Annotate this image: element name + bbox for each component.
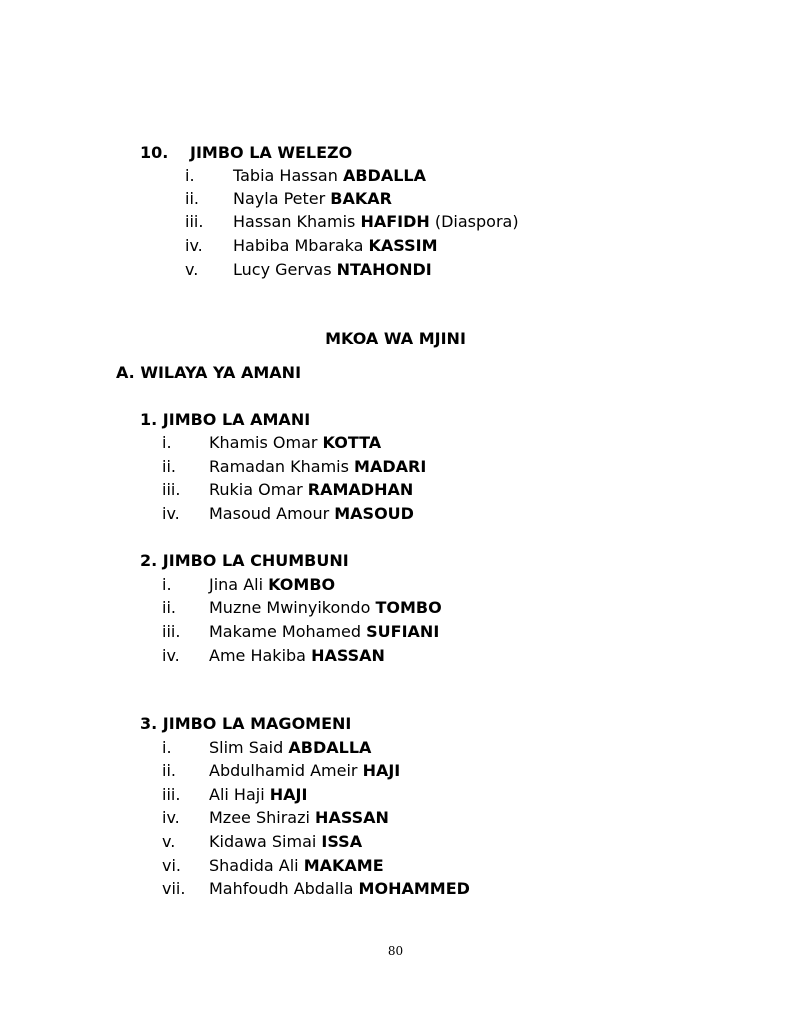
surname: MADARI xyxy=(354,457,427,476)
list-item xyxy=(233,166,426,185)
list-item xyxy=(233,189,392,208)
surname: MAKAME xyxy=(303,856,384,875)
list-item xyxy=(209,433,381,452)
list-item xyxy=(209,832,362,851)
list-item-number: vi. xyxy=(162,856,181,875)
list-item-number: v. xyxy=(185,260,199,279)
surname: BAKAR xyxy=(330,189,392,208)
surname: KASSIM xyxy=(368,236,438,255)
first-name: Masoud Amour xyxy=(209,504,330,523)
first-name: Tabia Hassan xyxy=(233,166,338,185)
list-item xyxy=(233,236,438,255)
list-item-number: iv. xyxy=(185,236,203,255)
surname: TOMBO xyxy=(375,598,442,617)
first-name: Makame Mohamed xyxy=(209,622,362,641)
list-item xyxy=(209,761,400,780)
list-item-number: ii. xyxy=(185,189,199,208)
constituency-heading: 2. JIMBO LA CHUMBUNI xyxy=(140,551,349,570)
surname: ISSA xyxy=(321,832,363,851)
constituency-heading: 1. JIMBO LA AMANI xyxy=(140,410,311,429)
list-item-number: i. xyxy=(185,166,195,185)
list-item-number: ii. xyxy=(162,457,176,476)
surname: RAMADHAN xyxy=(307,480,414,499)
first-name: Slim Said xyxy=(209,738,284,757)
list-item-number: i. xyxy=(162,433,172,452)
list-item xyxy=(233,260,432,279)
surname: HAJI xyxy=(362,761,401,780)
first-name: Hassan Khamis xyxy=(233,212,356,231)
constituency-heading: 3. JIMBO LA MAGOMENI xyxy=(140,714,352,733)
first-name: Nayla Peter xyxy=(233,189,326,208)
first-name: Ame Hakiba xyxy=(209,646,306,665)
first-name: Mzee Shirazi xyxy=(209,808,310,827)
list-item-number: i. xyxy=(162,738,172,757)
first-name: Ramadan Khamis xyxy=(209,457,349,476)
list-item xyxy=(209,646,385,665)
list-item-number: iii. xyxy=(185,212,204,231)
surname: MOHAMMED xyxy=(358,879,470,898)
surname: HAJI xyxy=(269,785,308,804)
first-name: Habiba Mbaraka xyxy=(233,236,364,255)
first-name: Abdulhamid Ameir xyxy=(209,761,358,780)
list-item-number: ii. xyxy=(162,761,176,780)
region-title: MKOA WA MJINI xyxy=(325,329,466,348)
surname: NTAHONDI xyxy=(336,260,432,279)
list-item-number: iii. xyxy=(162,480,181,499)
list-item-number: iv. xyxy=(162,504,180,523)
first-name: Rukia Omar xyxy=(209,480,303,499)
list-item xyxy=(209,504,414,523)
surname: HASSAN xyxy=(311,646,385,665)
list-item xyxy=(209,808,389,827)
section-number: 10. xyxy=(140,143,169,162)
list-item xyxy=(209,856,384,875)
list-item xyxy=(209,457,426,476)
surname: HAFIDH xyxy=(360,212,430,231)
list-item xyxy=(209,575,335,594)
list-item-number: iii. xyxy=(162,622,181,641)
surname: KOTTA xyxy=(322,433,382,452)
list-item-number: iii. xyxy=(162,785,181,804)
list-item xyxy=(209,622,439,641)
list-item xyxy=(209,480,413,499)
first-name: Ali Haji xyxy=(209,785,265,804)
list-item xyxy=(209,879,470,898)
list-item-number: i. xyxy=(162,575,172,594)
first-name: Lucy Gervas xyxy=(233,260,332,279)
list-item-number: iv. xyxy=(162,808,180,827)
first-name: Shadida Ali xyxy=(209,856,299,875)
surname: ABDALLA xyxy=(288,738,372,757)
surname: SUFIANI xyxy=(366,622,440,641)
first-name: Mahfoudh Abdalla xyxy=(209,879,354,898)
first-name: Jina Ali xyxy=(209,575,264,594)
surname: ABDALLA xyxy=(342,166,426,185)
list-item xyxy=(233,212,519,231)
list-item-number: vii. xyxy=(162,879,186,898)
surname: HASSAN xyxy=(315,808,389,827)
first-name: Muzne Mwinyikondo xyxy=(209,598,371,617)
list-item xyxy=(209,738,371,757)
page-number: 80 xyxy=(387,944,404,958)
surname: MASOUD xyxy=(334,504,414,523)
list-item-number: iv. xyxy=(162,646,180,665)
suffix-note: (Diaspora) xyxy=(429,212,519,231)
list-item-number: v. xyxy=(162,832,176,851)
section-heading: JIMBO LA WELEZO xyxy=(190,143,353,162)
list-item xyxy=(209,598,442,617)
first-name: Khamis Omar xyxy=(209,433,318,452)
list-item-number: ii. xyxy=(162,598,176,617)
surname: KOMBO xyxy=(268,575,336,594)
district-title: A. WILAYA YA AMANI xyxy=(116,363,302,382)
list-item xyxy=(209,785,307,804)
first-name: Kidawa Simai xyxy=(209,832,317,851)
